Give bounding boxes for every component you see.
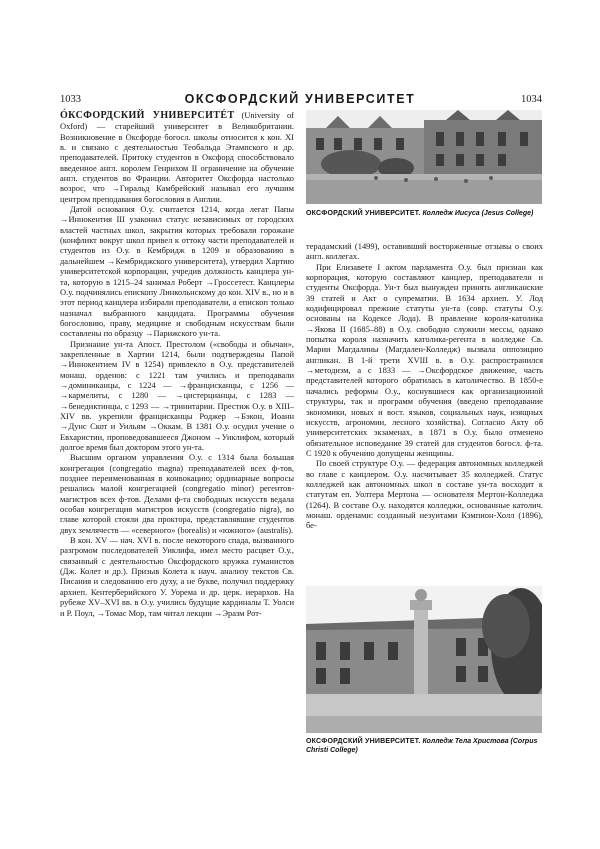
caption-text: Колледж Иисуса (Jesus College) <box>420 210 534 217</box>
left-column <box>60 110 294 618</box>
page-number-left: 1033 <box>60 94 81 105</box>
article-paragraph: Признание ун-та Апост. Престолом («свободы и обычаи», закрепленные в Хартии 1214, были подтверждены Папой →Иннокентием IV в 1254) привлекло в О.у. представителей монаш. орденов: с 1221 там учились и преподавали →доминиканцы, с 1224 — →францисканцы, с 1256 — →кармелиты, с 1280 — →цистерцианцы, с 1283 — →бенедиктинцы, с 1293 — →тринитарии. Престиж О.у. в XIII–XIV вв. укрепили францисканцы Роджер →Бэкон, Иоанн →Дунс Скот и Уильям →Оккам. В 1381 О.у. осудил учение о Евхаристии, проповедовавшееся Джоном →Уиклифом, который долгое время был доктором этого ун-та. <box>60 338 294 452</box>
article-paragraph: Датой основания О.у. считается 1214, когда легат Папы →Иннокентия III узаконил статус независимых от городских властей частных школ, закрытия которых требовали горожане (конфликт вокруг школ привел к оттоку части преподавателей и студентов из О.у. в Кембридж в 1209 и образованию в дальнейшем →Кембриджского университета), утвердил Хартию университетской корпорации, учредив должность канцлера ун-та, которую в 1215–24 занимал Роберт →Гроссетест. Канцлеры О.у. подчинялись епископу Линкольнскому до кон. XIV в., но и в этот период канцлера избирали преподаватели, а епископ только назначал выбранного кандидата. Программы обучения богословию, праву, медицине и свободным искусствам были составлены по образцу →Парижского ун-та. <box>60 204 294 339</box>
article-lead-paragraph <box>60 110 294 204</box>
article-head-word: ÓКСФОРДСКИЙ УНИВЕРСИТÉТ <box>60 110 235 121</box>
article-paragraph: терадамский (1499), оставивший восторженные отзывы о своих англ. коллегах. <box>306 241 543 262</box>
jesus-college-photo <box>306 110 542 204</box>
right-column <box>306 241 543 531</box>
caption-label: ОКСФОРДСКИЙ УНИВЕРСИТЕТ. <box>306 738 421 745</box>
article-paragraph: По своей структуре О.у. — федерация автономных колледжей во главе с канцлером. О.у. насчитывает 35 колледжей. Статус колледжей как автономных школ в составе ун-та восходит к статутам еп. Уолтера Мертона — основателя Мертон-Колледжа (1264). В составе О.у. находятся колледжи, основанные католич. монаш. орденами: созданный иезуитами Кэмпион-Холл (1896), бе- <box>306 458 543 531</box>
running-head-title: ОКСФОРДСКИЙ УНИВЕРСИТЕТ <box>184 92 416 106</box>
corpus-christi-caption <box>306 738 544 755</box>
article-paragraph: В кон. XV — нач. XVI в. после некоторого спада, вызванного разгромом последователей Уиклифа, имел место расцвет О.у., связанный с деятельностью Оксфордского кружка гуманистов (Дж. Колет и др.). Призыв Колета к науч. анализу текстов Св. Писания и следованию его духу, а не букве, получил поддержку архиеп. Кентерберийского У. Уорема и др. церк. иерархов. На рубеже XV–XVI вв. в О.у. учились будущие кардиналы Т. Уолси и Р. Поул, →Томас Мор, там читал лекции →Эразм Рот- <box>60 535 294 618</box>
article-paragraph: Высшим органом управления О.у. с 1314 была большая конгрегация (congregatio magna) преподавателей всех ф-тов, позднее переименованная в конвокацию; ординарные вопросы решались малой конгрегацией (congregatio minor) регентов-магистров всех ф-тов. Делами ф-та свободных искусств ведала особая конгрегация магистров искусств (congregatio nigra), во главе которой стояли два проктора, представлявшие студентов двух землячеств — «северного» (borealis) и «южного» (australis). <box>60 452 294 535</box>
page-number-right: 1034 <box>521 94 542 105</box>
corpus-christi-college-photo <box>306 586 542 733</box>
caption-text: Колледж Тела Христова (Corpus Christi College) <box>306 738 538 754</box>
article-lead-text: (University of Oxford) — старейший университет в Великобритании. Возникновение в Оксфорде богосл. школы относится к кон. XI в. и связано с деятельностью Теобальда Этампского и др. преподавателей. Притоку студентов в Оксфорд способствовало введенное англ. королем Генрихом II ограничение на обучение англ. студентов во Франции. Авторитет Оксфорда настолько возрос, что →Гиральд Камбрейский называл его лучшим центром преподавания богословия в Англии. <box>60 110 294 204</box>
jesus-college-caption <box>306 210 544 219</box>
caption-label: ОКСФОРДСКИЙ УНИВЕРСИТЕТ. <box>306 210 421 217</box>
article-paragraph: При Елизавете I актом парламента О.у. был признан как корпорация, которую составляют канцлер, преподаватели и студенты Оксфорда. Ун-т был вынужден принять англиканские 39 статей и Акт о супрематии. В 1634 архиеп. У. Лод кодифицировал прежние статуты ун-та (совр. статуты О.у. основаны на Кодексе Лода). В правление короля-католика →Якова II (1685–88) в О.у. свободно служили мессы, однако попытка короля назначить католика-регента в колледже Св. Марии Магдалины (Магдален-Колледж) вызвала оппозицию англикан. В 1-й трети XVIII в. в О.у. распространился →методизм, а с 1833 — →Оксфордское движение, часть представителей которого обратилась в католичество. В 1850-е начались реформы О.у., коснувшиеся как организационной структуры, так и программ обучения (введено преподавание экономики, новых и вост. языков, социальных наук, изящных искусств, агрономии, лесного хозяйства). Согласно Акту об университетских экзаменах, в 1871 в О.у. было отменено обязательное исповедание 39 статей для студентов богосл. ф-та. С 1920 к обучению допущены женщины. <box>306 261 543 458</box>
